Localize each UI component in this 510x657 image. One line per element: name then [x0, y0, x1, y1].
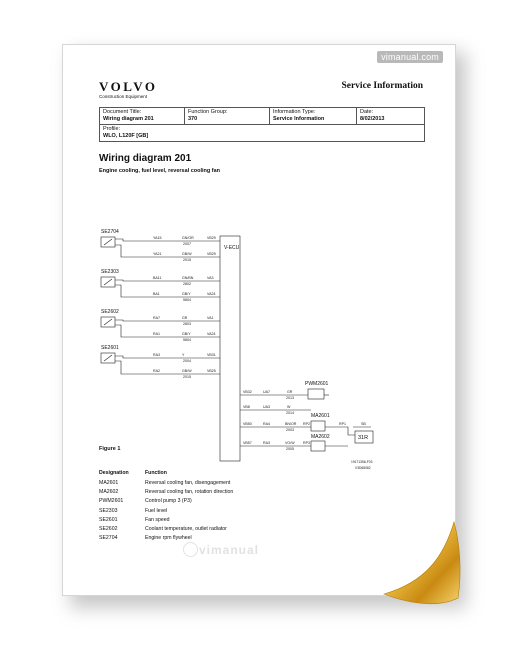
out3-ecu: VB50	[243, 422, 252, 426]
function-group-label: Function Group:	[188, 109, 228, 115]
legend-designation: MA2601	[99, 480, 119, 486]
page-title: Wiring diagram 201	[99, 153, 192, 164]
row7-pin: RA3	[153, 353, 160, 357]
row6-color: GB/Y	[182, 332, 191, 336]
legend-designation: SE2704	[99, 535, 118, 542]
row2-pin: YA21	[153, 252, 162, 256]
pwm2601-label: PWM2601	[305, 381, 329, 387]
legend-function: Control pump 3 (P3)	[145, 498, 192, 505]
legend-function: Engine rpm flywheel	[145, 535, 192, 542]
legend-function: Fan speed	[145, 516, 170, 523]
doc-title-label: Document Title:	[103, 109, 142, 115]
legend-row	[99, 480, 233, 489]
ma2601-box	[311, 421, 325, 431]
legend-function: Reversal cooling fan, rotation direction	[145, 489, 234, 496]
row7-ecu: VB31	[207, 353, 216, 357]
row5-color: GR	[182, 316, 188, 320]
out3-color: BN/OR	[285, 422, 297, 426]
legend-designation: MA2602	[99, 489, 119, 496]
out1-pin: UA7	[263, 390, 270, 394]
legend-function: Fuel level	[145, 507, 168, 514]
out1-color: GR	[287, 390, 293, 394]
row6-ecu: VA24	[207, 332, 216, 336]
pwm2601-box	[308, 389, 324, 399]
row2-wire: 2015	[183, 258, 191, 262]
row5-pin: RA7	[153, 316, 160, 320]
legend-row	[99, 526, 233, 535]
row7-wire: 2004	[183, 359, 191, 363]
out1-ecu: VB32	[243, 390, 252, 394]
brand-subtitle: Construction Equipment	[99, 94, 148, 99]
legend-row	[99, 489, 233, 498]
ma2601-label: MA2601	[311, 413, 330, 419]
ecu-label: V-ECU	[224, 245, 240, 251]
legend-designation: SE2601	[99, 516, 118, 523]
row8-wire: 2015	[183, 375, 191, 379]
row4-wire: 5804	[183, 298, 191, 302]
out4-wire: 2005	[286, 447, 294, 451]
row4-color: GB/Y	[182, 292, 191, 296]
profile-value: WLO, L120F [GB]	[103, 132, 149, 139]
ma2602-label: MA2602	[311, 434, 330, 440]
info-type-value: Service Information	[273, 115, 325, 122]
sensor-se2303-label: SE2303	[101, 269, 119, 275]
sensor-se2602-label: SE2602	[101, 309, 119, 315]
row4-pin: BA1	[153, 292, 160, 296]
ma2602-box	[311, 441, 325, 451]
legend-function: Coolant temperature, outlet radiator	[145, 525, 227, 532]
row2-color: GB/W	[182, 252, 192, 256]
row3-ecu: VA3	[207, 276, 214, 280]
page-subtitle: Engine cooling, fuel level, reversal cooling fan	[99, 168, 221, 174]
out1-wire: 2013	[286, 396, 294, 400]
row8-ecu: VB25	[207, 369, 216, 373]
sb-label: SB	[361, 422, 366, 426]
row8-pin: RA2	[153, 369, 160, 373]
doc-title-value: Wiring diagram 201	[103, 115, 154, 122]
sensor-se2601-label: SE2601	[101, 345, 119, 351]
row6-pin: RA1	[153, 332, 160, 336]
rp1-label: RP1	[339, 422, 346, 426]
page-curl-icon	[380, 520, 470, 620]
figure-caption: Figure 1	[99, 446, 121, 452]
row2-ecu: VB29	[207, 252, 216, 256]
diagram-ref: 19171356-F03	[351, 460, 373, 464]
out2-pin: UA3	[263, 405, 270, 409]
legend-col-designation: Designation	[99, 470, 129, 476]
out3-wire: 2003	[286, 428, 294, 432]
date-value: 8/02/2013	[360, 115, 385, 122]
row4-ecu: VA24	[207, 292, 216, 296]
legend-designation: SE2602	[99, 525, 118, 532]
legend-row	[99, 517, 233, 526]
relay-31r-label: 31R	[358, 435, 369, 441]
sensor-se2704-label: SE2704	[101, 229, 119, 235]
legend-row	[99, 498, 233, 507]
out4-conn: RP3	[303, 441, 310, 445]
section-title: Service Information	[341, 81, 423, 91]
row3-color: GN/BN	[182, 276, 194, 280]
row3-pin: BA11	[153, 276, 162, 280]
function-group-value: 370	[188, 115, 198, 122]
row1-pin: YA15	[153, 236, 162, 240]
row5-wire: 2803	[183, 322, 191, 326]
row3-wire: 2802	[183, 282, 191, 286]
out3-conn: RP2	[303, 422, 310, 426]
out3-pin: RA4	[263, 422, 270, 426]
out4-color: VO/W	[285, 441, 295, 445]
watermark-center: vimanual	[199, 543, 260, 557]
profile-label: Profile:	[103, 125, 121, 132]
info-type-label: Information Type:	[273, 109, 316, 115]
row1-color: GN/OR	[182, 236, 194, 240]
row1-ecu: VB29	[207, 236, 216, 240]
out2-ecu: VB8	[243, 405, 250, 409]
watermark-top: vimanual.com	[377, 51, 443, 63]
row8-color: GB/W	[182, 369, 192, 373]
document-meta-table	[99, 107, 425, 142]
date-label: Date:	[360, 109, 374, 115]
out4-ecu: VB57	[243, 441, 252, 445]
ecu-box	[220, 236, 240, 461]
legend-row	[99, 508, 233, 517]
legend-designation: SE2303	[99, 507, 118, 514]
brand-logo: VOLVO	[99, 79, 158, 94]
legend-table	[99, 470, 233, 544]
document-page	[62, 44, 456, 596]
out4-pin: RA3	[263, 441, 270, 445]
legend-function: Reversal cooling fan, disengagement	[145, 480, 231, 486]
diagram-ref2: V3D68082	[355, 466, 371, 470]
legend-designation: PWM2601	[99, 498, 124, 505]
row7-color: Y	[182, 353, 185, 357]
row1-wire: 2007	[183, 242, 191, 246]
legend-col-function: Function	[145, 470, 167, 476]
watermark-logo-icon	[183, 542, 198, 557]
out2-color: W	[287, 405, 291, 409]
row6-wire: 5804	[183, 338, 191, 342]
row5-ecu: VA1	[207, 316, 214, 320]
out2-wire: 2014	[286, 411, 294, 415]
